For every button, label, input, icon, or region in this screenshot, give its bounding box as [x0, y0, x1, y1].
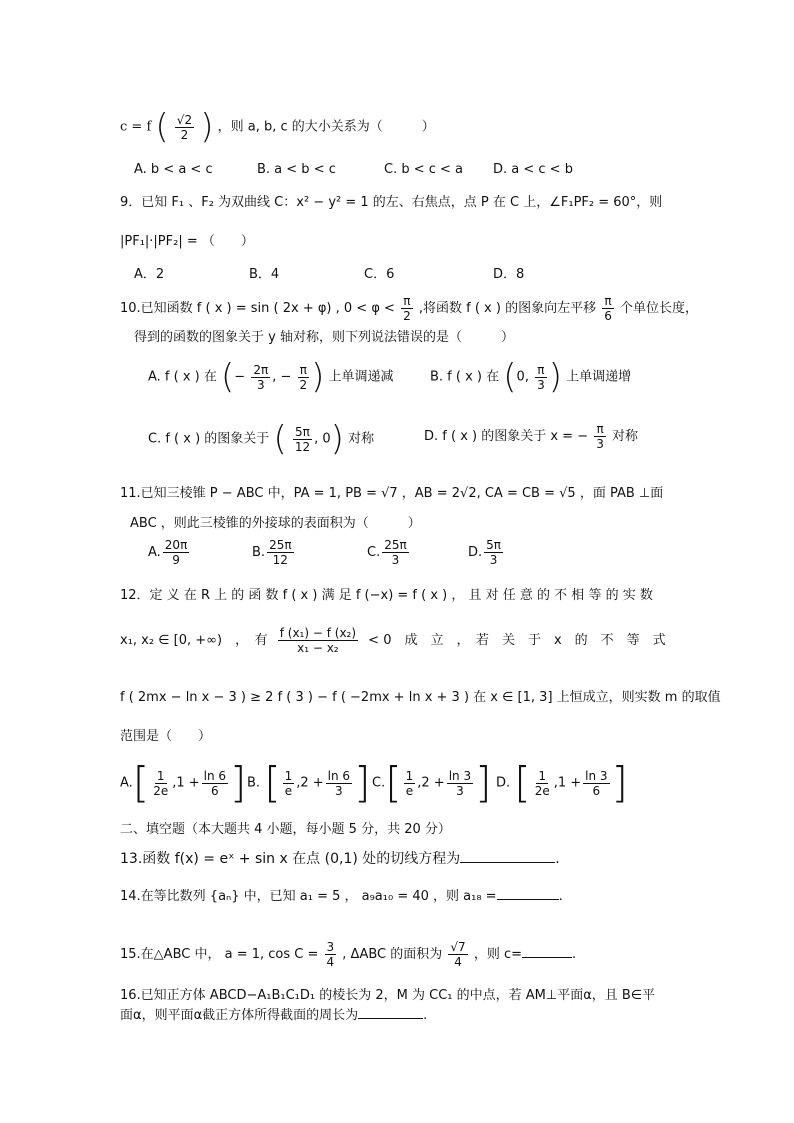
right-paren: )	[548, 357, 562, 397]
q11-optD-label: D.	[468, 545, 483, 560]
q10-stem-c: 个单位长度，	[620, 301, 699, 316]
left-bracket: [	[132, 758, 150, 807]
q14-answer-blank[interactable]	[497, 887, 559, 900]
right-bracket: ]	[611, 758, 628, 807]
minus: −	[234, 369, 246, 385]
right-paren: )	[311, 357, 325, 397]
q12-optC-frac-b	[447, 769, 473, 798]
q12-optC-a-num: 1	[405, 768, 414, 783]
q10-optC-post: 对称	[348, 431, 375, 447]
left-paren: (	[221, 357, 235, 397]
q11-optB-den: 12	[272, 553, 288, 567]
q11-option-d	[468, 538, 505, 567]
q12-optA-b-den: 6	[211, 783, 219, 798]
q15-post: ，则 c=	[473, 947, 522, 962]
comma-minus: , −	[272, 369, 292, 385]
q12-optB-frac-b	[326, 769, 352, 798]
q10-stem-b: ,将函数 f ( x ) 的图象向左平移	[418, 301, 597, 316]
q10-optA-d1: 3	[256, 377, 265, 392]
q10-frac1-num: π	[403, 294, 411, 308]
q15-frac1-den: 4	[326, 955, 335, 969]
q10-optC-frac	[293, 425, 312, 454]
q10-optB-n: π	[537, 362, 545, 377]
q12-optC-label: C.	[372, 775, 386, 791]
q14-pre: 14.在等比数列 {aₙ} 中，已知 a₁ = 5 ， a₉a₁₀ = 40 ，则 a₁₈ =	[120, 889, 497, 904]
q15-frac2-num: √7	[450, 940, 466, 954]
q10-option-c	[148, 419, 375, 459]
q10-optB-frac	[535, 363, 547, 392]
q12-optD-a-num: 1	[538, 768, 547, 783]
right-bracket: ]	[230, 758, 247, 807]
q8-frac-num: √2	[176, 112, 193, 127]
q15-end: .	[572, 947, 577, 962]
q13-pre: 13.函数 f(x) = eˣ + sin x 在点 (0,1) 处的切线方程为	[120, 851, 461, 867]
q12-optB-label: B.	[247, 775, 261, 791]
q16-line2-post: .	[423, 1008, 428, 1023]
q12-optB-mid: ,2 +	[296, 775, 324, 791]
q13-answer-blank[interactable]	[460, 850, 555, 863]
q11-option-a	[148, 538, 191, 567]
q12-optB-a-num: 1	[284, 768, 293, 783]
q8-fraction	[175, 113, 194, 142]
zero-comma: 0,	[516, 369, 529, 385]
q12-frac-den: x₁ − x₂	[297, 641, 339, 655]
q12-line4: 范围是（ ）	[120, 729, 212, 744]
q10-optD-post: 对称	[612, 429, 639, 444]
q12-option-b	[247, 758, 371, 807]
q16-line2-pre: 面α，则平面α截正方体所得截面的周长为	[120, 1008, 359, 1023]
q10-frac2-den: 6	[604, 309, 612, 323]
q11-optA-den: 9	[172, 553, 180, 567]
q11-line1: 11.已知三棱锥 P − ABC 中，PA = 1, PB = √7 ，AB = 2√2, CA = CB = √5 ，面 PAB ⊥面	[120, 486, 664, 501]
q11-optD-frac	[484, 538, 503, 567]
q10-optC-pre: C. f ( x ) 的图象关于	[148, 431, 270, 447]
q11-optC-num: 25π	[384, 538, 407, 552]
q8-frac-den: 2	[180, 127, 189, 142]
q10-optA-n1: 2π	[253, 362, 269, 377]
q10-optD-n: π	[596, 422, 604, 436]
q11-optC-label: C.	[367, 545, 381, 560]
q10-optD-pre: D. f ( x ) 的图象关于 x = −	[424, 429, 589, 444]
q10-option-a	[148, 357, 394, 397]
q9-stem: 9．已知 F₁ 、F₂ 为双曲线 C：x² − y² = 1 的左、右焦点，点 P 在 C 上，∠F₁PF₂ = 60°，则	[120, 195, 663, 210]
right-paren: )	[330, 419, 344, 459]
q9-option-d: D．8	[493, 267, 525, 282]
q12-optA-a-num: 1	[156, 768, 165, 783]
q10-optA-n2: π	[299, 362, 307, 377]
q12-optA-b-num: ln 6	[203, 768, 227, 783]
section-heading: 二、填空题（本大题共 4 小题，每小题 5 分，共 20 分）	[120, 822, 451, 837]
q15-mid: , ΔABC 的面积为	[342, 947, 443, 962]
q10-stem-a: 10.已知函数 f ( x ) = sin ( 2x + φ) , 0 < φ <	[120, 301, 395, 316]
q13	[120, 849, 560, 869]
q12-line2-post: < 0 成 立 ， 若 关 于 x 的 不 等 式	[368, 633, 666, 648]
q8-option-d: D. a < c < b	[493, 162, 573, 177]
q12-option-d	[496, 758, 628, 807]
q12-line3: f ( 2mx − ln x − 3 ) ≥ 2 f ( 3 ) − f ( −2mx + ln x + 3 ) 在 x ∈ [1, 3] 上恒成立，则实数 m 的取值	[120, 690, 721, 705]
q11-optC-den: 3	[391, 553, 400, 567]
q12-optB-a-den: e	[284, 783, 293, 798]
q8-option-a: A. b < a < c	[134, 162, 213, 177]
q15-answer-blank[interactable]	[522, 945, 572, 958]
q12-optB-frac-a	[283, 769, 295, 798]
q12-optC-b-den: 3	[456, 783, 464, 798]
q10-frac1-den: 2	[403, 309, 411, 323]
q8-stem-prefix: c = f	[120, 119, 152, 135]
q12-frac-num: f (x₁) − f (x₂)	[279, 626, 357, 640]
q10-optB-d: 3	[537, 377, 545, 392]
q10-option-d	[424, 422, 638, 451]
q10-line2: 得到的函数的图象关于 y 轴对称，则下列说法错误的是（ ）	[134, 330, 514, 345]
q10-frac1	[401, 294, 413, 323]
q10-optB-pre: B. f ( x ) 在	[430, 369, 500, 385]
q12-optB-b-num: ln 6	[327, 768, 351, 783]
left-paren: (	[503, 357, 517, 397]
q9-option-a: A．2	[134, 267, 165, 282]
q12-optA-frac-a	[151, 769, 170, 798]
q15-frac2	[448, 940, 467, 969]
q10-optA-frac2	[298, 363, 310, 392]
q12-optD-b-den: 6	[592, 783, 601, 798]
q11-option-b	[252, 538, 296, 567]
q12-optD-a-den: 2e	[534, 783, 550, 798]
q11-optB-label: B.	[252, 545, 266, 560]
left-bracket: [	[514, 758, 531, 807]
q12-optC-mid: ,2 +	[417, 775, 445, 791]
q15	[120, 940, 576, 969]
q9-line2: |PF₁|·|PF₂| = （ ）	[120, 234, 254, 249]
q11-optA-frac	[163, 538, 190, 567]
q13-post: .	[555, 851, 560, 867]
q10-frac2	[602, 294, 614, 323]
q10-optA-pre: A. f ( x ) 在	[148, 369, 217, 385]
q11-option-c	[367, 538, 411, 567]
left-bracket: [	[385, 758, 402, 807]
q16-line2	[120, 1006, 427, 1026]
q12-optB-b-den: 3	[335, 783, 343, 798]
q9-option-c: C．6	[364, 267, 395, 282]
q16-answer-blank[interactable]	[358, 1006, 423, 1019]
q8-stem	[120, 107, 435, 147]
q15-frac2-den: 4	[454, 955, 462, 969]
q11-optD-den: 3	[489, 553, 498, 567]
q12-option-c	[372, 758, 492, 807]
q10-optA-d2: 2	[299, 377, 308, 392]
q10-stem	[120, 294, 698, 323]
q11-line2: ABC ，则此三棱锥的外接球的表面积为（ ）	[130, 516, 421, 531]
q12-optC-a-den: e	[405, 783, 414, 798]
q10-optA-post: 上单调递减	[328, 369, 394, 385]
q10-optD-d: 3	[596, 437, 604, 451]
right-bracket: ]	[354, 758, 371, 807]
q15-frac1-num: 3	[326, 940, 335, 954]
q12-optD-label: D.	[496, 775, 511, 791]
q11-optB-num: 25π	[269, 538, 292, 552]
q11-optC-frac	[382, 538, 409, 567]
q12-optD-mid: ,1 +	[553, 775, 582, 791]
q12-optA-a-den: 2e	[153, 783, 169, 798]
q10-optD-frac	[594, 422, 606, 451]
left-bracket: [	[264, 758, 281, 807]
q9-option-b: B．4	[249, 267, 280, 282]
q12-line2	[120, 626, 666, 655]
q12-optA-mid: ,1 +	[172, 775, 200, 791]
q11-optB-frac	[267, 538, 294, 567]
q12-line1: 12．定 义 在 R 上 的 函 数 f ( x ) 满 足 f (−x) = f ( x ) ， 且 对 任 意 的 不 相 等 的 实 数	[120, 588, 653, 603]
q12-optC-frac-a	[404, 769, 416, 798]
left-paren: (	[273, 419, 287, 459]
q12-optA-frac-b	[202, 769, 228, 798]
q15-pre: 15.在△ABC 中， a = 1, cos C =	[120, 947, 319, 962]
left-paren: (	[155, 107, 169, 147]
q12-optC-b-num: ln 3	[448, 768, 472, 783]
q12-option-a	[120, 758, 247, 807]
right-bracket: ]	[475, 758, 492, 807]
q12-line2-pre: x₁, x₂ ∈ [0, +∞) ， 有	[120, 633, 268, 648]
q12-optD-frac-b	[583, 769, 609, 798]
q10-optB-post: 上单调递增	[566, 369, 632, 385]
q8-option-c: C. b < c < a	[384, 162, 464, 177]
q14-post: .	[558, 889, 563, 904]
q11-optA-label: A.	[148, 545, 161, 560]
q10-optA-frac1	[251, 363, 270, 392]
q12-optA-label: A.	[120, 775, 133, 791]
right-paren: )	[200, 107, 214, 147]
q15-frac1	[325, 940, 337, 969]
q14	[120, 887, 563, 907]
q8-option-b: B. a < b < c	[257, 162, 336, 177]
q12-optD-b-num: ln 3	[585, 768, 608, 783]
q11-optD-num: 5π	[486, 538, 502, 552]
q10-optC-d: 12	[294, 439, 311, 454]
q12-optD-frac-a	[533, 769, 552, 798]
q16-line1: 16.已知正方体 ABCD−A₁B₁C₁D₁ 的棱长为 2，M 为 CC₁ 的中点，若 AM⊥平面α，且 B∈平	[120, 988, 656, 1003]
q10-option-b	[430, 357, 632, 397]
comma-zero: , 0	[314, 431, 331, 447]
q10-frac2-num: π	[604, 294, 612, 308]
q12-frac	[278, 626, 358, 655]
q8-stem-suffix: ，则 a, b, c 的大小关系为（ ）	[217, 119, 435, 135]
q10-optC-n: 5π	[295, 424, 310, 439]
q11-optA-num: 20π	[164, 538, 188, 552]
